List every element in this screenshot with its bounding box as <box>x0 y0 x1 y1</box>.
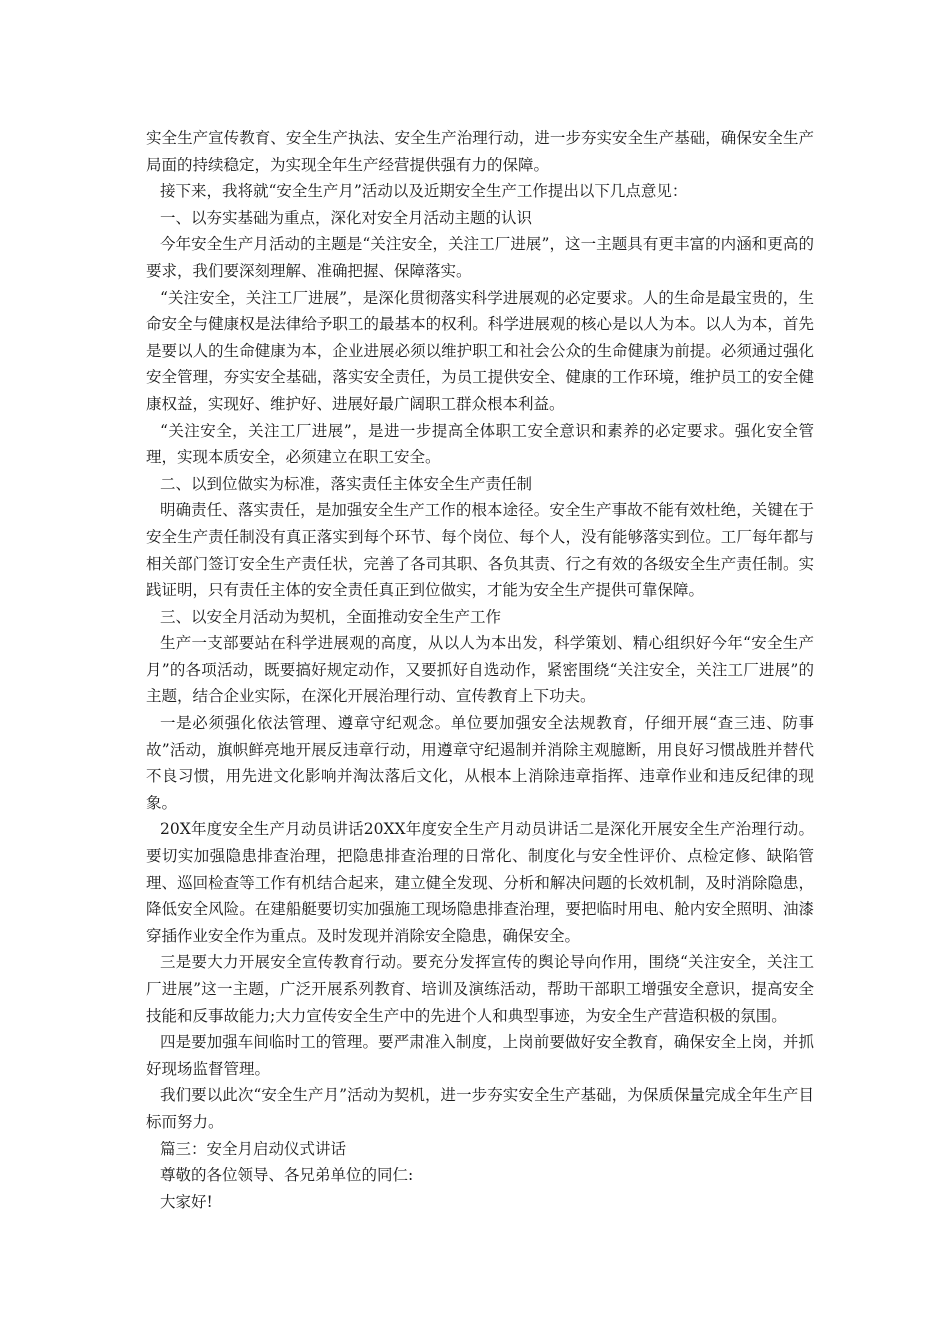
paragraph: “关注安全，关注工厂进展”，是深化贯彻落实科学进展观的必定要求。人的生命是最宝贵的，生命安全与健康权是法律给予职工的最基本的权利。科学进展观的核心是以人为本。以人为本，首先是要以人的生命健康为本，企业进展必须以维护职工和社会公众的生命健康为前提。必须通过强化安全管理，夯实安全基础，落实安全责任，为员工提供安全、健康的工作环境，维护员工的安全健康权益，实现好、维护好、进展好最广阔职工群众根本利益。 <box>146 288 814 413</box>
paragraph: 今年安全生产月活动的主题是“关注安全，关注工厂进展”，这一主题具有更丰富的内涵和更高的要求，我们要深刻理解、准确把握、保障落实。 <box>146 235 814 280</box>
paragraph: “关注安全，关注工厂进展”，是进一步提高全体职工安全意识和素养的必定要求。强化安全管理，实现本质安全，必须建立在职工安全。 <box>146 421 814 467</box>
section-title: 篇三：安全月启动仪式讲话 <box>160 1139 347 1158</box>
paragraph: 20X年度安全生产月动员讲话20XX年度安全生产月动员讲话二是深化开展安全生产治理行动。要切实加强隐患排查治理，把隐患排查治理的日常化、制度化与安全性评价、点检定修、缺陷管理、巡回检查等工作有机结合起来，建立健全发现、分析和解决问题的长效机制，及时消除隐患，降低安全风险。在建船艇要切实加强施工现场隐患排查治理，要把临时用电、舱内安全照明、油漆穿插作业安全作为重点。及时发现并消除安全隐患，确保安全。 <box>146 820 814 945</box>
paragraph: 生产一支部要站在科学进展观的高度，从以人为本出发，科学策划、精心组织好今年“安全生产月”的各项活动，既要搞好规定动作，又要抓好自选动作，紧密围绕“关注安全，关注工厂进展”的主题，结合企业实际，在深化开展治理行动、宣传教育上下功夫。 <box>146 634 814 706</box>
salutation: 尊敬的各位领导、各兄弟单位的同仁: <box>160 1166 414 1185</box>
greeting: 大家好! <box>160 1192 213 1211</box>
paragraph: 一是必须强化依法管理、遵章守纪观念。单位要加强安全法规教育，仔细开展“查三违、防事故”活动，旗帜鲜亮地开展反违章行动，用遵章守纪遏制并消除主观臆断，用良好习惯战胜并替代不良习惯，用先进文化影响并淘汰落后文化，从根本上消除违章指挥、违章作业和违反纪律的现象。 <box>146 714 814 812</box>
document-body <box>146 125 814 1215</box>
paragraph: 明确责任、落实责任，是加强安全生产工作的根本途径。安全生产事故不能有效杜绝，关键在于安全生产责任制没有真正落实到每个环节、每个岗位、每个人，没有能够落实到位。工厂每年都与相关部门签订安全生产责任状，完善了各司其职、各负其责、行之有效的各级安全生产责任制。实践证明，只有责任主体的安全责任真正到位做实，才能为安全生产提供可靠保障。 <box>146 501 814 600</box>
section-heading: 一、以夯实基础为重点，深化对安全月活动主题的认识 <box>160 208 533 227</box>
paragraph: 三是要大力开展安全宣传教育行动。要充分发挥宣传的舆论导向作用，围绕“关注安全，关注工厂进展”这一主题，广泛开展系列教育、培训及演练活动，帮助干部职工增强安全意识，提高安全技能和反事故能力;大力宣传安全生产中的先进个人和典型事迹，为安全生产营造积极的氛围。 <box>146 953 814 1025</box>
paragraph: 四是要加强车间临时工的管理。要严肃准入制度，上岗前要做好安全教育，确保安全上岗，并抓好现场监督管理。 <box>146 1033 814 1078</box>
paragraph: 实全生产宣传教育、安全生产执法、安全生产治理行动，进一步夯实安全生产基础，确保安全生产局面的持续稳定，为实现全年生产经营提供强有力的保障。 <box>146 129 814 174</box>
section-heading: 二、以到位做实为标准，落实责任主体安全生产责任制 <box>160 474 533 493</box>
paragraph: 我们要以此次“安全生产月”活动为契机，进一步夯实安全生产基础，为保质保量完成全年生产目标而努力。 <box>146 1086 814 1131</box>
section-heading: 三、以安全月活动为契机，全面推动安全生产工作 <box>160 607 502 626</box>
paragraph: 接下来，我将就“安全生产月”活动以及近期安全生产工作提出以下几点意见： <box>160 182 688 201</box>
